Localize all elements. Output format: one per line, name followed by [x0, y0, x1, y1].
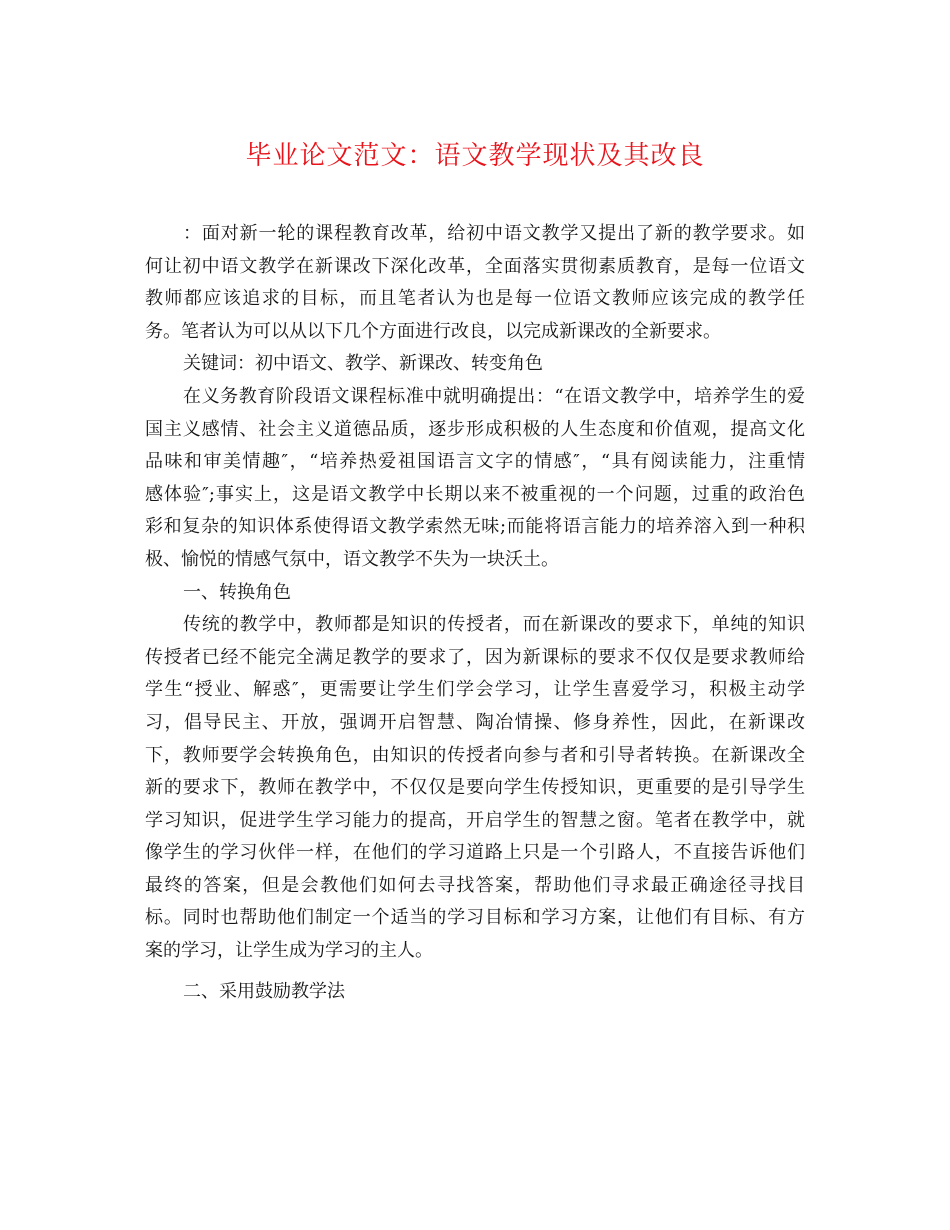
document-body: [145, 218, 805, 1008]
section-1-line-9: 最终的答案，但是会教他们如何去寻找答案，帮助他们寻求最正确途径寻找目: [145, 874, 805, 896]
abstract-line-3: 教师都应该追求的目标，而且笔者认为也是每一位语文教师应该完成的教学任: [145, 288, 805, 310]
section-1-line-10: 标。同时也帮助他们制定一个适当的学习目标和学习方案，让他们有目标、有方: [145, 907, 805, 929]
paragraph-2-line-5: 彩和复杂的知识体系使得语文教学索然无味;而能将语言能力的培养溶入到一种积: [145, 516, 805, 538]
section-1-line-4: 习，倡导民主、开放，强调开启智慧、陶冶情操、修身养性，因此，在新课改: [145, 711, 805, 733]
section-1-line-3: 学生“授业、解惑″，更需要让学生们学会学习，让学生喜爱学习，积极主动学: [145, 679, 805, 701]
abstract-line-2: 何让初中语文教学在新课改下深化改革，全面落实贯彻素质教育，是每一位语文: [145, 255, 805, 277]
section-1-line-5: 下，教师要学会转换角色，由知识的传授者向参与者和引导者转换。在新课改全: [145, 744, 805, 766]
section-1-line-11: 案的学习，让学生成为学习的主人。: [145, 940, 433, 962]
paragraph-2-line-4: 感体验″;事实上，这是语文教学中长期以来不被重视的一个问题，过重的政治色: [145, 483, 805, 505]
paragraph-2-line-2: 国主义感情、社会主义道德品质，逐步形成积极的人生态度和价值观，提高文化: [145, 418, 805, 440]
paragraph-2-line-1: 在义务教育阶段语文课程标准中就明确提出：“在语文教学中，培养学生的爱: [183, 385, 805, 407]
section-1-line-8: 像学生的学习伙伴一样，在他们的学习道路上只是一个引路人，不直接告诉他们: [145, 842, 805, 864]
abstract-line-1: ：面对新一轮的课程教育改革，给初中语文教学又提出了新的教学要求。如: [183, 223, 805, 244]
section-1-line-7: 学习知识，促进学生学习能力的提高，开启学生的智慧之窗。笔者在教学中，就: [145, 809, 805, 831]
section-heading-2: 二、采用鼓励教学法: [183, 980, 345, 1002]
document-title: 毕业论文范文：语文教学现状及其改良: [245, 141, 705, 171]
abstract-line-4: 务。笔者认为可以从以下几个方面进行改良，以完成新课改的全新要求。: [145, 320, 721, 342]
paragraph-2-line-6: 极、愉悦的情感气氛中，语文教学不失为一块沃土。: [145, 548, 559, 570]
section-1-line-6: 新的要求下，教师在教学中，不仅仅是要向学生传授知识，更重要的是引导学生: [145, 777, 805, 799]
keywords-line: 关键词：初中语文、教学、新课改、转变角色: [183, 353, 543, 375]
section-heading-1: 一、转换角色: [183, 581, 291, 603]
paragraph-2-line-3: 品味和审美情趣″，“培养热爱祖国语言文字的情感″，“具有阅读能力，注重情: [145, 451, 805, 473]
section-1-line-2: 传授者已经不能完全满足教学的要求了，因为新课标的要求不仅仅是要求教师给: [145, 646, 805, 668]
section-1-line-1: 传统的教学中，教师都是知识的传授者，而在新课改的要求下，单纯的知识: [183, 614, 805, 636]
